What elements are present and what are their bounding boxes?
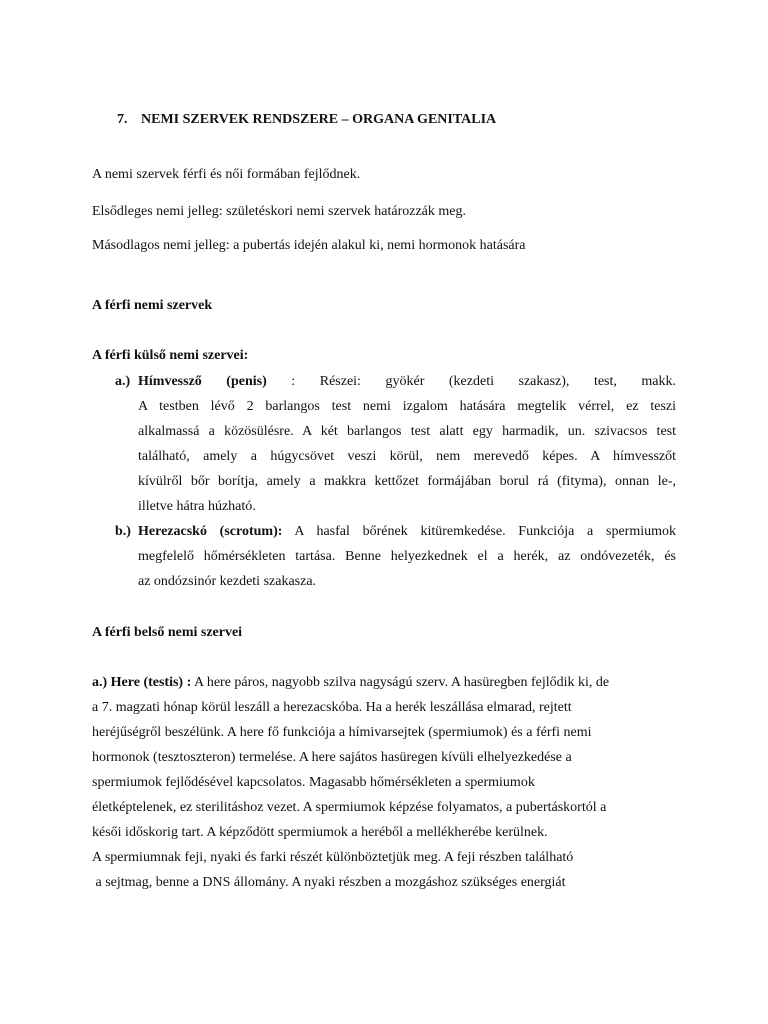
list-item-line (138, 373, 676, 391)
term-scrotum: Herezacskó (scrotum): (138, 524, 283, 539)
chapter-title: NEMI SZERVEK RENDSZERE – ORGANA GENITALIA (141, 112, 497, 127)
paragraph-line: késői időskorig tart. A képződött spermiumok a heréből a mellékherébe kerülnek. (92, 825, 548, 840)
page-title (117, 111, 496, 129)
chapter-number: 7. (117, 112, 128, 127)
list-item-line: A testben lévő 2 barlangos test nemi izgalom hatására megtelik vérrel, ez teszi (138, 399, 676, 414)
paragraph-line: a sejtmag, benne a DNS állomány. A nyaki részben a mozgáshoz szükséges energiát (92, 875, 566, 890)
paragraph-line: a 7. magzati hónap körül leszáll a herezacskóba. Ha a herék leszállása elmarad, rejtett (92, 700, 572, 715)
list-item-line: megfelelő hőmérsékleten tartása. Benne helyezkednek el a herék, az ondóvezeték, és (138, 549, 676, 564)
term-colon: : (291, 374, 296, 389)
subsection-heading-external: A férfi külső nemi szervei: (92, 348, 249, 363)
list-item-line (138, 523, 676, 541)
paragraph-line: életképtelenek, ez sterilitáshoz vezet. A spermiumok képzése folyamatos, a pubertáskortól a (92, 800, 607, 815)
list-label: b.) (115, 524, 131, 539)
paragraph-line (92, 674, 609, 692)
subsection-heading-internal: A férfi belső nemi szervei (92, 625, 243, 640)
list-item-line: illetve hátra húzható. (138, 499, 256, 514)
item-text: A here páros, nagyobb szilva nagyságú szerv. A hasüregben fejlődik ki, de (194, 675, 610, 690)
intro-paragraph: A nemi szervek férfi és női formában fejlődnek. (92, 167, 361, 182)
item-text: Részei: gyökér (kezdeti szakasz), test, makk. (319, 374, 677, 389)
intro-paragraph: Másodlagos nemi jelleg: a pubertás idején alakul ki, nemi hormonok hatására (92, 238, 526, 253)
paragraph-line: heréjűségről beszélünk. A here fő funkciója a hímivarsejtek (spermiumok) és a férfi nemi (92, 725, 592, 740)
list-item-line: az ondózsinór kezdeti szakasza. (138, 574, 317, 589)
paragraph-line: spermiumok fejlődésével kapcsolatos. Magasabb hőmérsékleten a spermiumok (92, 775, 535, 790)
term-testis: a.) Here (testis) : (92, 675, 192, 690)
paragraph-line: hormonok (tesztoszteron) termelése. A here sajátos hasüregen kívüli elhelyezkedése a (92, 750, 572, 765)
item-text: A hasfal bőrének kitüremkedése. Funkciója a spermiumok (294, 524, 676, 539)
section-heading: A férfi nemi szervek (92, 298, 213, 313)
list-label: a.) (115, 374, 131, 389)
term-penis: Hímvessző (penis) (138, 374, 267, 389)
paragraph-line: A spermiumnak feji, nyaki és farki részét különböztetjük meg. A feji részben található (92, 850, 574, 865)
list-item-line: található, amely a húgycsövet veszi körül, nem merevedő képes. A hímvesszőt (138, 449, 676, 464)
list-item-line: alkalmassá a közösülésre. A két barlangos test alatt egy harmadik, un. szivacsos test (138, 424, 676, 439)
list-item-line: kívülről bőr borítja, amely a makkra kettőzet formájában borul rá (fityma), onnan le-, (138, 474, 676, 489)
intro-paragraph: Elsődleges nemi jelleg: születéskori nemi szervek határozzák meg. (92, 204, 466, 219)
